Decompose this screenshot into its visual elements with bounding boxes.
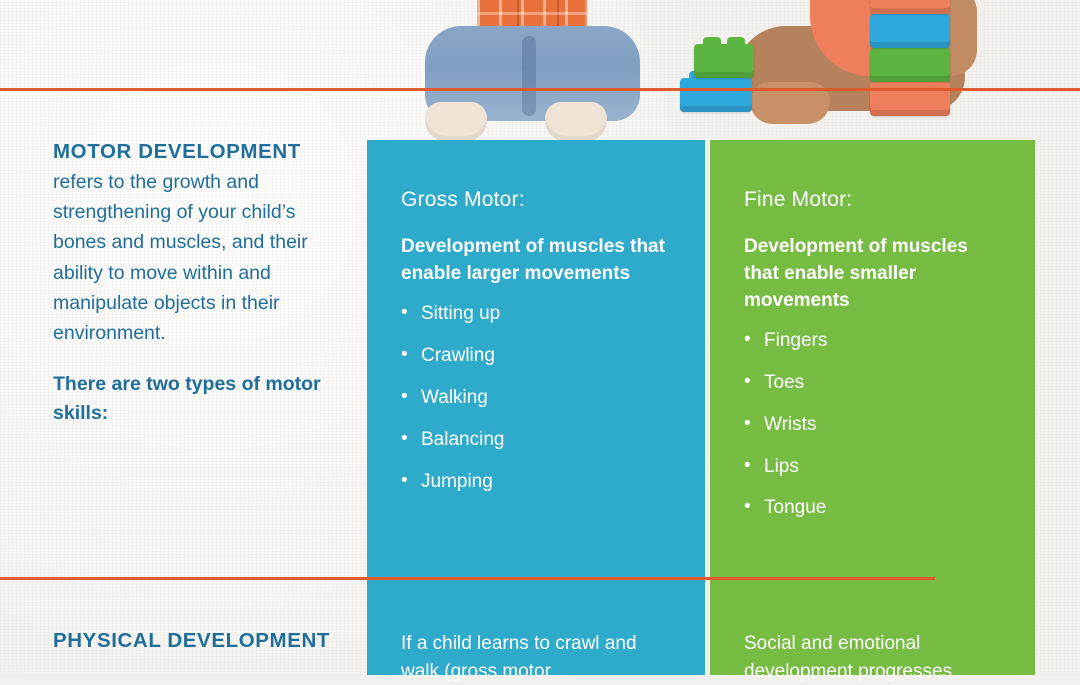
toy-block-blue: [680, 78, 752, 112]
fine-motor-description: Development of muscles that enable smaller movements: [744, 236, 968, 311]
list-item: • Fingers: [744, 331, 1001, 352]
toddler-girl-photo: [680, 0, 1010, 156]
list-item: • Walking: [401, 388, 671, 409]
list-item: • Wrists: [744, 415, 1001, 436]
list-item: • Toes: [744, 373, 1001, 394]
toy-block-green: [694, 44, 754, 78]
gross-motor-column: [367, 140, 705, 682]
motor-development-body: refers to the growth and strengthening of your child’s bones and muscles, and their ability to move within and manipulate objects in their environment.: [53, 171, 308, 345]
divider-middle: [0, 577, 935, 580]
motor-development-title: MOTOR DEVELOPMENT: [53, 140, 301, 163]
boy-sock-right: [545, 102, 607, 142]
motor-development-block: [53, 140, 338, 427]
toy-block-orange-stack-4: [870, 0, 950, 14]
list-item: • Tongue: [744, 498, 1001, 519]
gross-motor-heading: Gross Motor:: [401, 188, 525, 211]
list-item: • Crawling: [401, 346, 671, 367]
list-item: • Sitting up: [401, 304, 671, 325]
list-item: • Lips: [744, 457, 1001, 478]
fine-motor-footer-text: Social and emotional development progresses: [744, 633, 953, 682]
fine-motor-list: [744, 331, 1001, 519]
gross-motor-description: Development of muscles that enable larger movements: [401, 236, 665, 284]
physical-development-title: PHYSICAL DEVELOPMENT: [53, 629, 331, 652]
list-item: • Balancing: [401, 430, 671, 451]
toy-block-blue-stack-3: [870, 14, 950, 48]
fine-motor-column: [710, 140, 1035, 682]
divider-top: [0, 88, 1080, 91]
gross-motor-footer-text: If a child learns to crawl and walk (gross motor: [401, 633, 637, 682]
toy-block-green-stack-2: [870, 48, 950, 82]
motor-skills-subheading: There are two types of motor skills:: [53, 373, 321, 424]
gross-motor-list: [401, 304, 671, 492]
fine-motor-heading: Fine Motor:: [744, 188, 853, 211]
list-item: • Jumping: [401, 472, 671, 493]
boy-sock-left: [425, 102, 487, 142]
